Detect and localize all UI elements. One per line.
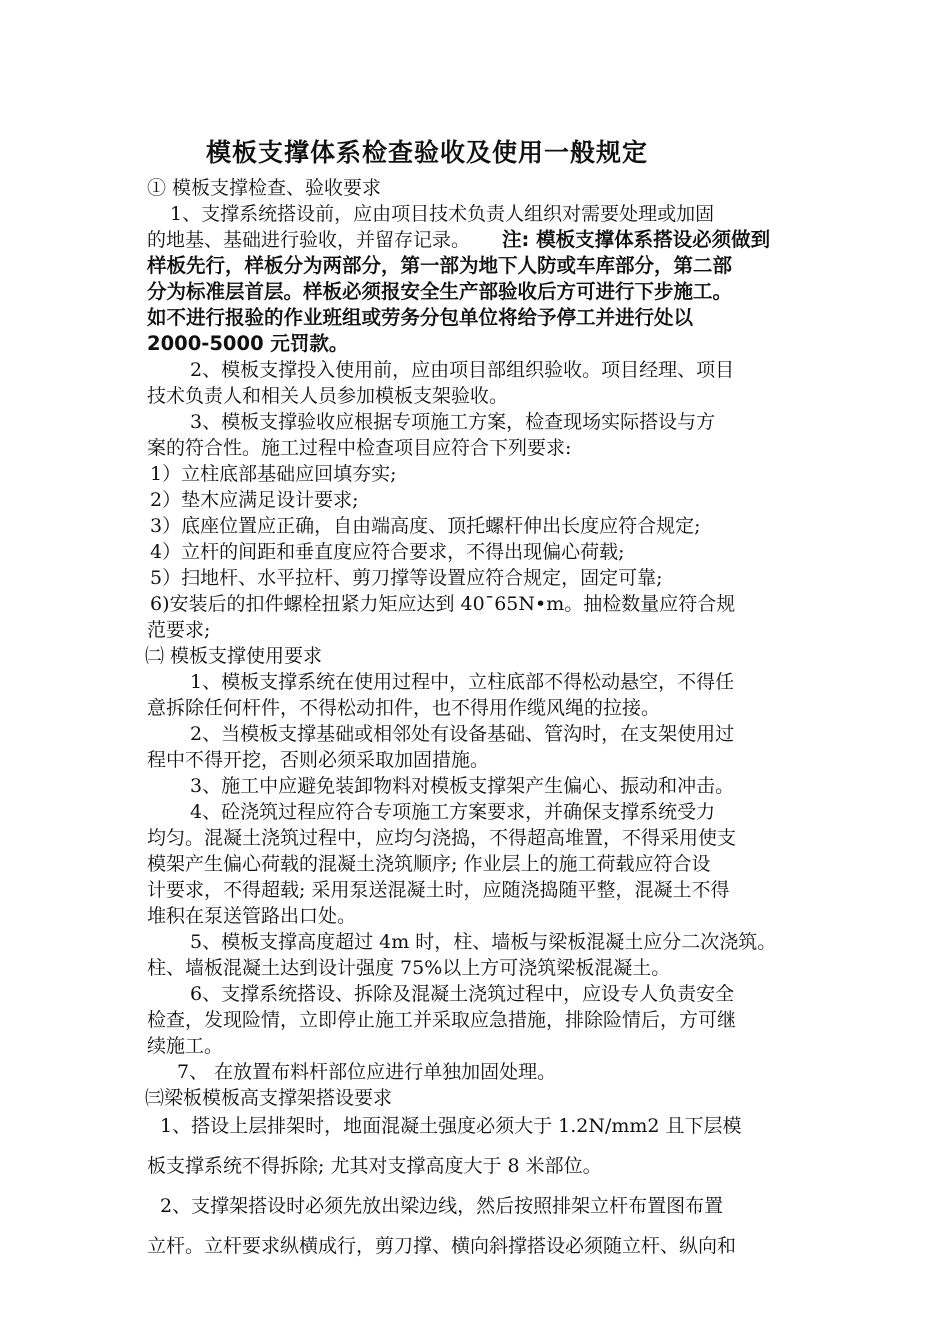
list-item: 4）立杆的间距和垂直度应符合要求，不得出现偏心荷载;: [150, 541, 625, 563]
paragraph-line: 柱、墙板混凝土达到设计强度 75%以上方可浇筑梁板混凝土。: [147, 957, 671, 979]
paragraph-line: 1、搭设上层排架时，地面混凝土强度必须大于 1.2N/mm2 且下层模: [160, 1115, 742, 1137]
paragraph-line: 堆积在泵送管路出口处。: [147, 905, 357, 927]
paragraph-line: 范要求;: [147, 619, 211, 641]
paragraph-line: 2、模板支撑投入使用前，应由项目部组织验收。项目经理、项目: [190, 359, 735, 381]
document-title: 模板支撑体系检查验收及使用一般规定: [206, 138, 649, 167]
paragraph-line: 3、施工中应避免装卸物料对模板支撑架产生偏心、振动和冲击。: [190, 775, 735, 797]
list-item: 2）垫木应满足设计要求;: [150, 489, 359, 511]
paragraph-line: 立杆。立杆要求纵横成行，剪刀撑、横向斜撑搭设必须随立杆、纵向和: [147, 1235, 737, 1257]
paragraph-line: 3、模板支撑验收应根据专项施工方案，检查现场实际搭设与方: [190, 411, 716, 433]
section-heading: ㈡ 模板支撑使用要求: [145, 645, 323, 667]
paragraph-line: 2、支撑架搭设时必须先放出梁边线，然后按照排架立杆布置图布置: [160, 1195, 724, 1217]
list-item: 5）扫地杆、水平拉杆、剪刀撑等设置应符合规定，固定可靠;: [150, 567, 663, 589]
section-heading: ① 模板支撑检查、验收要求: [147, 177, 382, 199]
paragraph-line: 1、支撑系统搭设前，应由项目技术负责人组织对需要处理或加固: [170, 203, 715, 225]
paragraph-line: 检查，发现险情，立即停止施工并采取应急措施，排除险情后，方可继: [147, 1009, 737, 1031]
paragraph-line: 的地基、基础进行验收，并留存记录。: [147, 229, 471, 251]
list-item: 3）底座位置应正确，自由端高度、顶托螺杆伸出长度应符合规定;: [150, 515, 701, 537]
paragraph-line: 案的符合性。施工过程中检查项目应符合下列要求:: [147, 437, 572, 459]
paragraph-line: 板支撑系统不得拆除; 尤其对支撑高度大于 8 米部位。: [147, 1155, 602, 1177]
bold-note-line: 分为标准层首层。样板必须报安全生产部验收后方可进行下步施工。: [147, 280, 733, 303]
paragraph-line: 程中不得开挖，否则必须采取加固措施。: [147, 749, 490, 771]
bold-note-line: 2000-5000 元罚款。: [147, 332, 349, 355]
paragraph-line: 1、模板支撑系统在使用过程中，立柱底部不得松动悬空，不得任: [190, 671, 735, 693]
paragraph-line: 5、模板支撑高度超过 4m 时，柱、墙板与梁板混凝土应分二次浇筑。: [190, 931, 777, 953]
paragraph-line: 计要求，不得超载; 采用泵送混凝土时，应随浇捣随平整，混凝土不得: [147, 879, 730, 901]
bold-note-line: 样板先行，样板分为两部分，第一部为地下人防或车库部分，第二部: [147, 254, 733, 277]
list-item: 6)安装后的扣件螺栓扭紧力矩应达到 40¯65N•m。抽检数量应符合规: [150, 593, 736, 615]
list-item: 1）立柱底部基础应回填夯实;: [150, 463, 397, 485]
paragraph-line: 4、砼浇筑过程应符合专项施工方案要求，并确保支撑系统受力: [190, 801, 716, 823]
paragraph-line: 技术负责人和相关人员参加模板支架验收。: [147, 385, 509, 407]
paragraph-line: 7、 在放置布料杆部位应进行单独加固处理。: [177, 1061, 557, 1083]
bold-note-line: 注: 模板支撑体系搭设必须做到: [502, 228, 771, 251]
paragraph-line: 模架产生偏心荷载的混凝土浇筑顺序; 作业层上的施工荷载应符合设: [147, 853, 711, 875]
paragraph-line: 意拆除任何杆件，不得松动扣件，也不得用作缆风绳的拉接。: [147, 697, 661, 719]
paragraph-line: 均匀。混凝土浇筑过程中，应均匀浇捣，不得超高堆置，不得采用使支: [147, 827, 737, 849]
paragraph-line: 6、支撑系统搭设、拆除及混凝土浇筑过程中，应设专人负责安全: [190, 983, 735, 1005]
paragraph-line: 续施工。: [147, 1035, 224, 1057]
section-heading: ㈢梁板模板高支撑架搭设要求: [145, 1087, 393, 1109]
paragraph-line: 2、当模板支撑基础或相邻处有设备基础、管沟时，在支架使用过: [190, 723, 735, 745]
bold-note-line: 如不进行报验的作业班组或劳务分包单位将给予停工并进行处以: [147, 306, 694, 329]
